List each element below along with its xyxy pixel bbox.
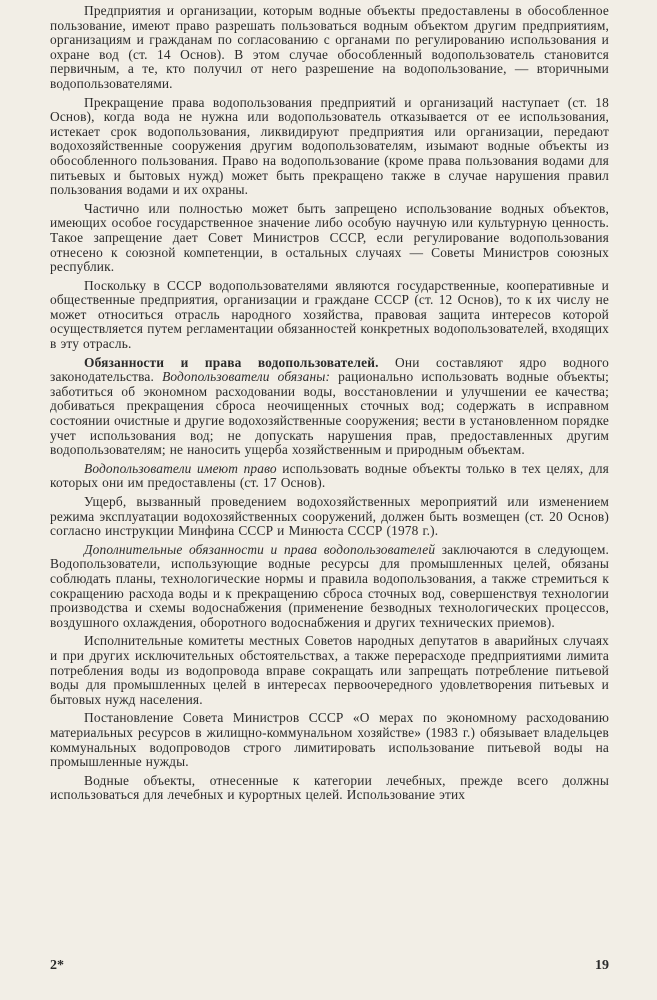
page-footer — [50, 958, 609, 974]
paragraph-11: Водные объекты, отнесенные к категории лечебных, прежде всего должны использоваться для лечебных и курортных целей. Использование этих — [50, 772, 609, 803]
section-heading: Обязанности и права водопользователей. — [84, 354, 379, 370]
italic-phrase: Дополнительные обязанности и права водопользователей — [84, 541, 436, 557]
body-text — [50, 4, 609, 803]
italic-phrase: Водопользователи имеют право — [84, 460, 277, 476]
paragraph-1: Предприятия и организации, которым водные объекты предоставлены в обособленное пользование, имеют право разрешать пользоваться водным объектом другим предприятиям, организациям и гражданам по согласованию с органами по регулированию использования и охране вод (ст. 14 Основ). В этом случае обособленный водопользователь становится первичным, а те, кто получил от него разрешение на водопользование, — вторичными водопользователями. — [50, 3, 609, 91]
paragraph-6: Водопользователи имеют право использовать водные объекты только в тех целях, для которых они им предоставлены (ст. 17 Основ). — [50, 460, 609, 491]
paragraph-4: Поскольку в СССР водопользователями являются государственные, кооперативные и общественные предприятия, организации и граждане СССР (ст. 12 Основ), то к их числу не может относиться отрасль народного хозяйства, правовая защита интересов которой осуществляется путем регламентации обязанностей конкретных водопользователей, входящих в эту отрасль. — [50, 277, 609, 352]
paragraph-2: Прекращение права водопользования предприятий и организаций наступает (ст. 18 Основ), когда вода не нужна или водопользователь отказывается от ее использования, истекает срок водопользования, ликвидируют предприятия или организации, передают водохозяйственные сооружения другим водопользователям, изымают водные объекты из обособленного пользования. Право на водопользование (кроме права пользования водами для питьевых и бытовых нужд) может быть прекращено также в случае нарушения правил пользования водами и их охраны. — [50, 94, 609, 198]
italic-phrase: Водопользователи обязаны: — [162, 369, 331, 385]
paragraph-3: Частично или полностью может быть запрещено использование водных объектов, имеющих особое государственное значение либо особую научную или культурную ценность. Такое запрещение дает Совет Министров СССР, если регулирование водопользования отнесено к союзной компетенции, в остальных случаях — Советы Министров союзных республик. — [50, 200, 609, 275]
page-number: 19 — [595, 958, 609, 973]
paragraph-8: Дополнительные обязанности и права водопользователей заключаются в следующем. Водопользователи, использующие водные ресурсы для промышленных целей, обязаны соблюдать планы, технологические нормы и правила водопользования, а также стремиться к сокращению расхода воды и к прекращению сброса сточных вод, совершенствуя технологии производства и схемы водоснабжения (применение безводных технологических процессов, воздушного охлаждения, оборотного водоснабжения и других технических приемов). — [50, 541, 609, 630]
paragraph-10: Постановление Совета Министров СССР «О мерах по экономному расходованию материальных ресурсов в жилищно-коммунальном хозяйстве» (1983 г.) обязывает владельцев коммунальных водопроводов строго лимитировать использование питьевой воды на промышленные нужды. — [50, 710, 609, 770]
paragraph-5: Обязанности и права водопользователей. Они составляют ядро водного законодательства. Водопользователи обязаны: рационально использовать водные объекты; заботиться об экономном расходовании воды, восстановлении и улучшении ее качества; добиваться прекращения сброса неочищенных сточных вод; содержать в исправном состоянии очистные и другие водохозяйственные сооружения; вести в установленном порядке учет использования вод; не допускать нарушения прав, предоставленных другим водопользователям; не наносить ущерба хозяйственным и природным объектам. — [50, 354, 609, 458]
paragraph-9: Исполнительные комитеты местных Советов народных депутатов в аварийных случаях и при других исключительных обстоятельствах, а также перерасходе предприятиями лимита потребления воды из водопровода вправе сокращать или запрещать потребление питьевой воды для промышленных целей в интересах первоочередного удовлетворения питьевых и бытовых нужд населения. — [50, 633, 609, 707]
signature-mark: 2* — [50, 958, 64, 973]
paragraph-7: Ущерб, вызванный проведением водохозяйственных мероприятий или изменением режима эксплуатации водохозяйственных сооружений, должен быть возмещен (ст. 20 Основ) согласно инструкции Минфина СССР и Минюста СССР (1978 г.). — [50, 494, 609, 539]
